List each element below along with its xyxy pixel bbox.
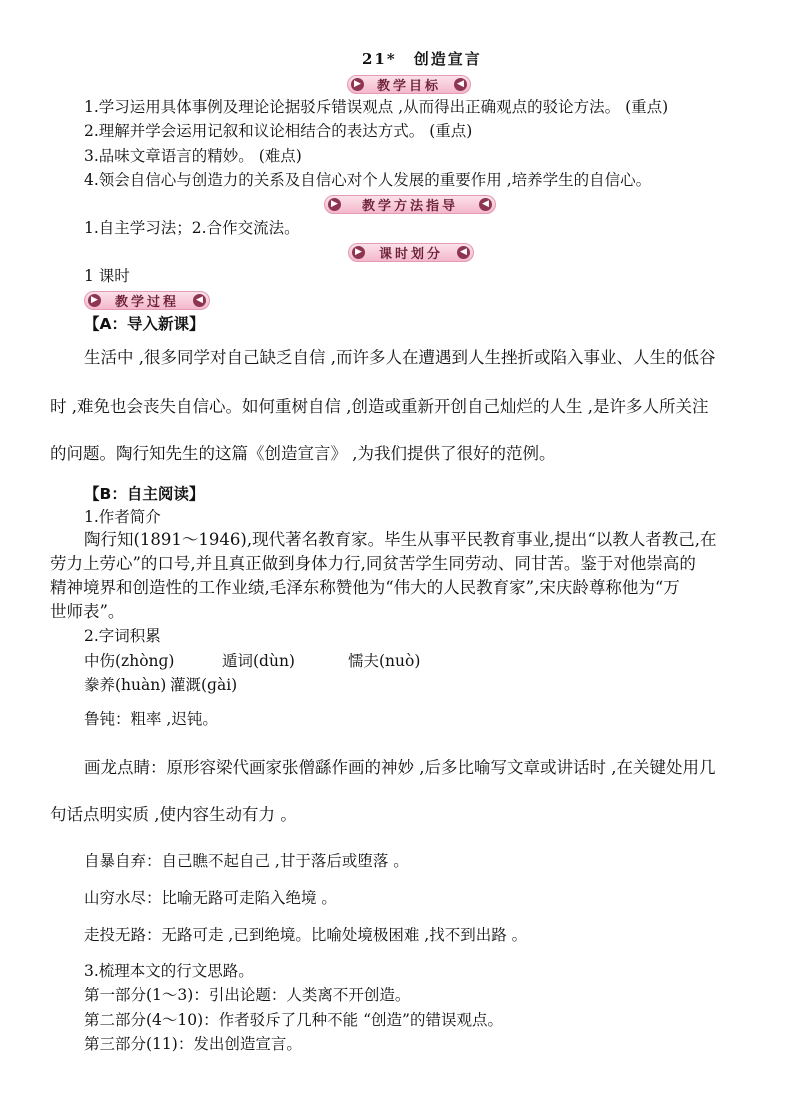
goal-item: 1.学习运用具体事例及理论论据驳斥错误观点 ,从而得出正确观点的驳论方法。 (重点)	[84, 98, 669, 116]
arrow-right-icon: ▶	[88, 294, 101, 307]
arrow-left-icon: ◀	[457, 246, 470, 259]
vocab-item: 中伤(zhònɡ)	[84, 652, 175, 670]
arrow-right-icon: ▶	[328, 198, 341, 211]
arrow-right-icon: ▶	[352, 246, 365, 259]
banner-label: 教学过程	[114, 295, 179, 310]
subsection-title: 1.作者简介	[84, 508, 161, 526]
definition: 画龙点睛：原形容梁代画家张僧繇作画的神妙 ,后多比喻写文章或讲话时 ,在关键处用几	[84, 758, 716, 777]
arrow-right-icon: ▶	[351, 78, 364, 91]
definition: 句话点明实质 ,使内容生动有力 。	[50, 805, 297, 824]
arrow-left-icon: ◀	[479, 198, 492, 211]
banner-label: 教学方法指导	[361, 199, 458, 214]
vocab-item: 懦夫(nuò)	[348, 652, 421, 670]
paragraph-line: 陶行知(1891～1946),现代著名教育家。毕生从事平民教育事业,提出“以教人者教己,在	[84, 530, 717, 549]
banner-teaching-methods	[324, 195, 496, 214]
definition: 山穷水尽：比喻无路可走陷入绝境 。	[84, 889, 337, 907]
paragraph-line: 的问题。陶行知先生的这篇《创造宣言》 ,为我们提供了很好的范例。	[50, 444, 556, 463]
goal-item: 3.品味文章语言的精妙。 (难点)	[84, 147, 302, 165]
arrow-left-icon: ◀	[193, 294, 206, 307]
methods-text: 1.自主学习法；2.合作交流法。	[84, 219, 300, 237]
subsection-title: 3.梳理本文的行文思路。	[84, 962, 254, 980]
definition: 走投无路：无路可走 ,已到绝境。比喻处境极困难 ,找不到出路 。	[84, 926, 528, 944]
vocab-item: 豢养(huàn)	[84, 676, 167, 694]
page-title: 21* 创造宣言	[362, 50, 482, 68]
definition: 鲁钝：粗率 ,迟钝。	[84, 710, 218, 728]
hours-text: 1 课时	[84, 267, 130, 285]
subsection-title: 2.字词积累	[84, 627, 161, 645]
goal-item: 2.理解并学会运用记叙和议论相结合的表达方式。 (重点)	[84, 122, 473, 140]
outline-item: 第一部分(1～3)：引出论题：人类离不开创造。	[84, 986, 411, 1004]
outline-item: 第三部分(11)：发出创造宣言。	[84, 1035, 302, 1053]
paragraph-line: 劳力上劳心”的口号,并且真正做到身体力行,同贫苦学生同劳动、同甘苦。鉴于对他崇高的	[50, 554, 696, 573]
vocab-item: 遁词(dùn)	[222, 652, 295, 670]
banner-label: 课时划分	[378, 247, 443, 262]
banner-class-hours	[348, 243, 474, 262]
vocab-item: 灌溉(ɡài)	[170, 676, 238, 694]
arrow-left-icon: ◀	[454, 78, 467, 91]
section-b-heading: 【B：自主阅读】	[84, 485, 205, 503]
banner-teaching-process	[84, 291, 210, 310]
definition: 自暴自弃：自己瞧不起自己 ,甘于落后或堕落 。	[84, 852, 409, 870]
outline-item: 第二部分(4～10)：作者驳斥了几种不能 “创造”的错误观点。	[84, 1011, 503, 1029]
section-a-heading: 【A：导入新课】	[84, 315, 205, 333]
paragraph-line: 精神境界和创造性的工作业绩,毛泽东称赞他为“伟大的人民教育家”,宋庆龄尊称他为“万	[50, 578, 680, 597]
paragraph-line: 世师表”。	[50, 602, 125, 621]
paragraph-line: 生活中 ,很多同学对自己缺乏自信 ,而许多人在遭遇到人生挫折或陷入事业、人生的低谷	[84, 348, 716, 367]
banner-teaching-goals	[347, 75, 471, 94]
goal-item: 4.领会自信心与创造力的关系及自信心对个人发展的重要作用 ,培养学生的自信心。	[84, 171, 652, 189]
banner-label: 教学目标	[376, 79, 441, 94]
paragraph-line: 时 ,难免也会丧失自信心。如何重树自信 ,创造或重新开创自己灿烂的人生 ,是许多人所关注	[50, 397, 709, 416]
